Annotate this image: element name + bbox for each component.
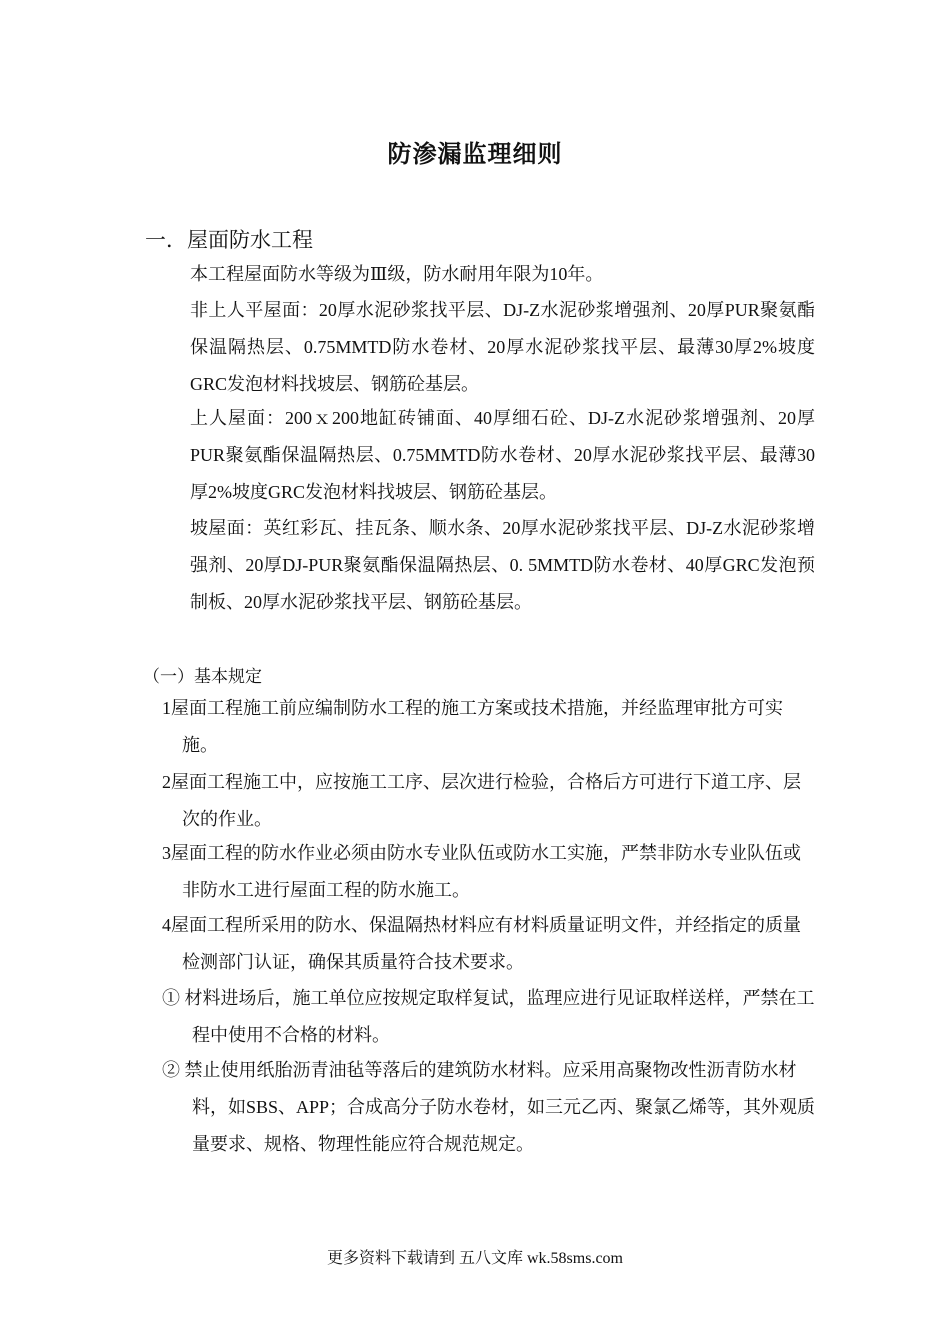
sub-item-1: ① 材料进场后，施工单位应按规定取样复试，监理应进行见证取样送样，严禁在工程中使用不合格的材料。 — [162, 988, 815, 1045]
paragraph-waterproof-grade: 本工程屋面防水等级为Ⅲ级，防水耐用年限为10年。 — [190, 264, 604, 284]
paragraph-non-accessible-flat-roof: 非上人平屋面：20厚水泥砂浆找平层、DJ-Z水泥砂浆增强剂、20厚PUR聚氨酯保温隔热层、0.75MMTD防水卷材、20厚水泥砂浆找平层、最薄30厚2%坡度GRC发泡材料找坡层、钢筋砼基层。 — [190, 300, 815, 394]
footer-text: 更多资料下载请到 五八文库 wk.58sms.com — [326, 1250, 623, 1267]
section-heading-roof-waterproofing: 一．屋面防水工程 — [145, 228, 313, 252]
paragraph-pitched-roof: 坡屋面：英红彩瓦、挂瓦条、顺水条、20厚水泥砂浆找平层、DJ-Z水泥砂浆增强剂、20厚DJ-PUR聚氨酯保温隔热层、0. 5MMTD防水卷材、40厚GRC发泡预制板、20厚水泥砂浆找平层、钢筋砼基层。 — [190, 518, 815, 612]
rule-item-4: 4屋面工程所采用的防水、保温隔热材料应有材料质量证明文件，并经指定的质量检测部门认证，确保其质量符合技术要求。 — [162, 915, 801, 972]
rule-item-3: 3屋面工程的防水作业必须由防水专业队伍或防水工实施，严禁非防水专业队伍或非防水工进行屋面工程的防水施工。 — [162, 843, 801, 900]
document-title: 防渗漏监理细则 — [387, 140, 563, 168]
rule-item-1: 1屋面工程施工前应编制防水工程的施工方案或技术措施，并经监理审批方可实施。 — [162, 698, 783, 755]
sub-item-2: ② 禁止使用纸胎沥青油毡等落后的建筑防水材料。应采用高聚物改性沥青防水材料，如SBS、APP；合成高分子防水卷材，如三元乙丙、聚氯乙烯等，其外观质量要求、规格、物理性能应符合规范规定。 — [162, 1060, 816, 1154]
rule-item-2: 2屋面工程施工中，应按施工工序、层次进行检验，合格后方可进行下道工序、层次的作业。 — [162, 772, 801, 829]
paragraph-accessible-roof: 上人屋面：200ｘ200地缸砖铺面、40厚细石砼、DJ-Z水泥砂浆增强剂、20厚PUR聚氨酯保温隔热层、0.75MMTD防水卷材、20厚水泥砂浆找平层、最薄30厚2%坡度GRC发泡材料找坡层、钢筋砼基层。 — [190, 408, 815, 502]
subsection-heading-basic-rules: （一）基本规定 — [143, 667, 262, 687]
